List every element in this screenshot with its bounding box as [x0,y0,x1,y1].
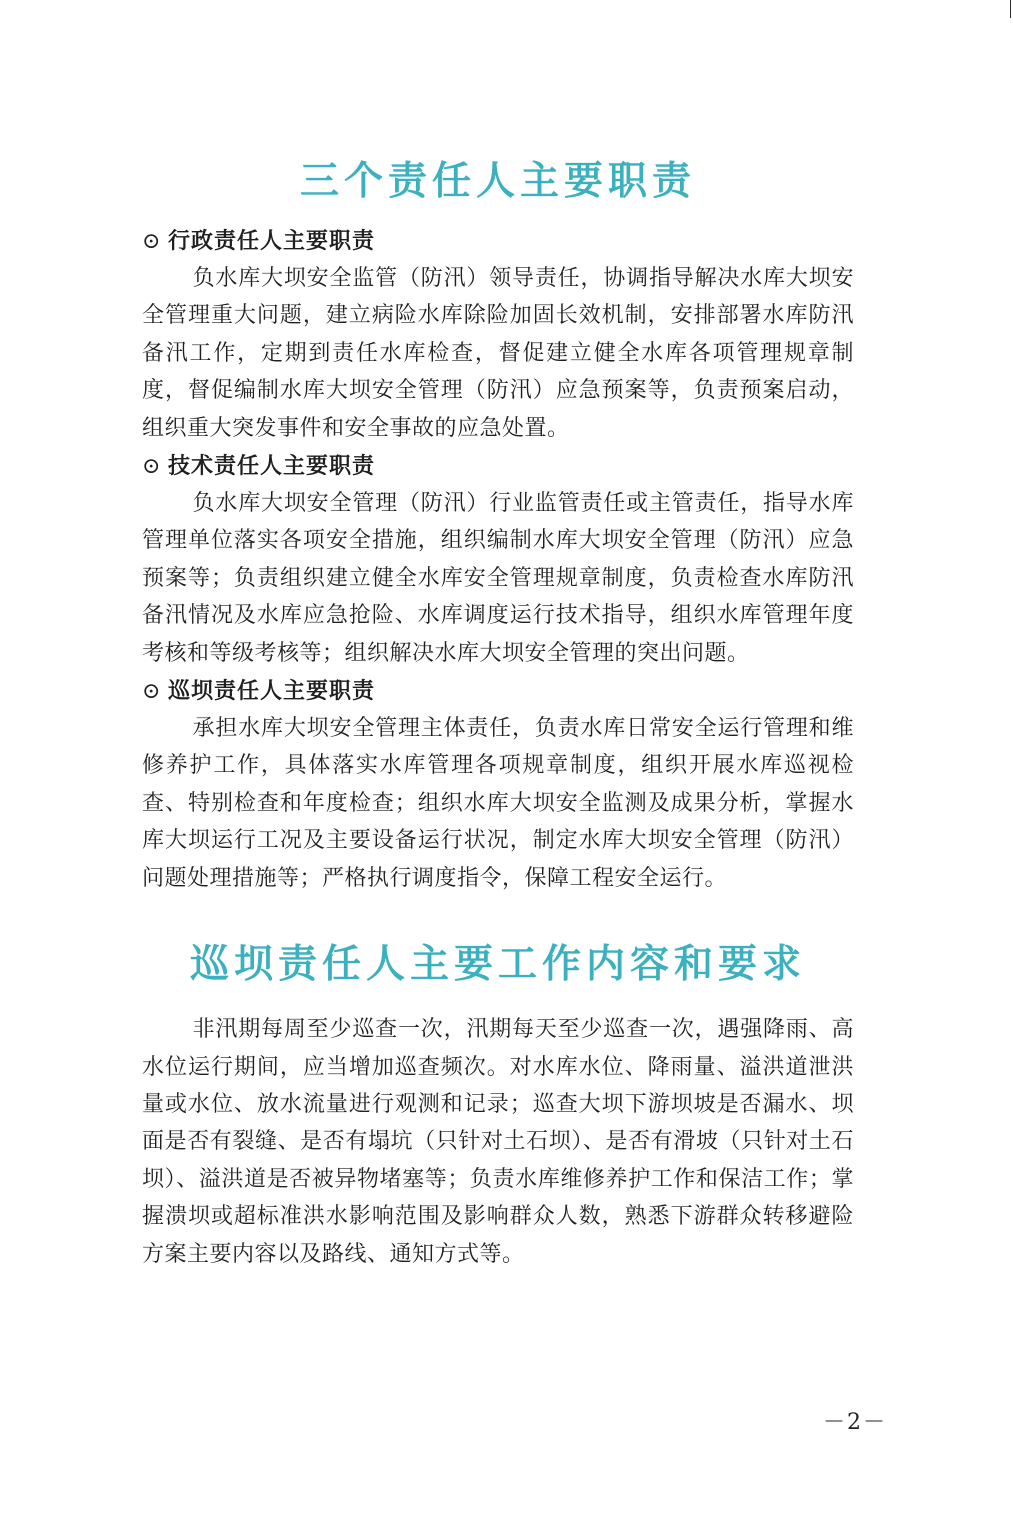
circle-dot-bullet-icon: ⊙ [142,454,162,480]
page-content [142,150,854,1273]
paragraph-technical: 负水库大坝安全管理（防汛）行业监管责任或主管责任，指导水库管理单位落实各项安全措施，组织编制水库大坝安全管理（防汛）应急预案等；负责组织建立健全水库安全管理规章制度，负责检查水库防汛备汛情况及水库应急抢险、水库调度运行技术指导，组织水库管理年度考核和等级考核等；组织解决水库大坝安全管理的突出问题。 [142,491,854,666]
paragraph-work-requirements: 非汛期每周至少巡查一次，汛期每天至少巡查一次，遇强降雨、高水位运行期间，应当增加巡查频次。对水库水位、降雨量、溢洪道泄洪量或水位、放水流量进行观测和记录；巡查大坝下游坝坡是否漏水、坝面是否有裂缝、是否有塌坑（只针对土石坝）、是否有滑坡（只针对土石坝）、溢洪道是否被异物堵塞等；负责水库维修养护工作和保洁工作；掌握溃坝或超标准洪水影响范围及影响群众人数，熟悉下游群众转移避险方案主要内容以及路线、通知方式等。 [142,1017,854,1267]
sub-heading-label: 巡坝责任人主要职责 [168,678,376,705]
sub-heading-label: 行政责任人主要职责 [168,228,376,254]
paragraph-administrative: 负水库大坝安全监管（防汛）领导责任，协调指导解决水库大坝安全管理重大问题，建立病险水库除险加固长效机制，安排部署水库防汛备汛工作，定期到责任水库检查，督促建立健全水库各项管理规章制度，督促编制水库大坝安全管理（防汛）应急预案等，负责预案启动，组织重大突发事件和安全事故的应急处置。 [142,266,854,441]
circle-dot-bullet-icon: ⊙ [142,229,162,254]
section-title-responsibilities: 三个责任人主要职责 [299,158,696,204]
circle-dot-bullet-icon: ⊙ [142,679,162,705]
page-number: －2－ [823,1410,887,1435]
sub-heading-administrative [142,222,854,260]
responsibility-item-administrative [142,222,854,447]
section-title-work-requirements: 巡坝责任人主要工作内容和要求 [189,941,806,988]
sub-heading-technical [142,447,854,485]
responsibility-item-technical [142,447,854,672]
paragraph-patrol: 承担水库大坝安全管理主体责任，负责水库日常安全运行管理和维修养护工作，具体落实水库管理各项规章制度，组织开展水库巡视检查、特别检查和年度检查；组织水库大坝安全监测及成果分析，掌握水库大坝运行工况及主要设备运行状况，制定水库大坝安全管理（防汛）问题处理措施等；严格执行调度指令，保障工程安全运行。 [142,716,854,891]
sub-heading-patrol [142,672,854,710]
responsibility-item-patrol [142,672,854,897]
crop-mark [1010,0,1011,18]
sub-heading-label: 技术责任人主要职责 [168,453,376,480]
